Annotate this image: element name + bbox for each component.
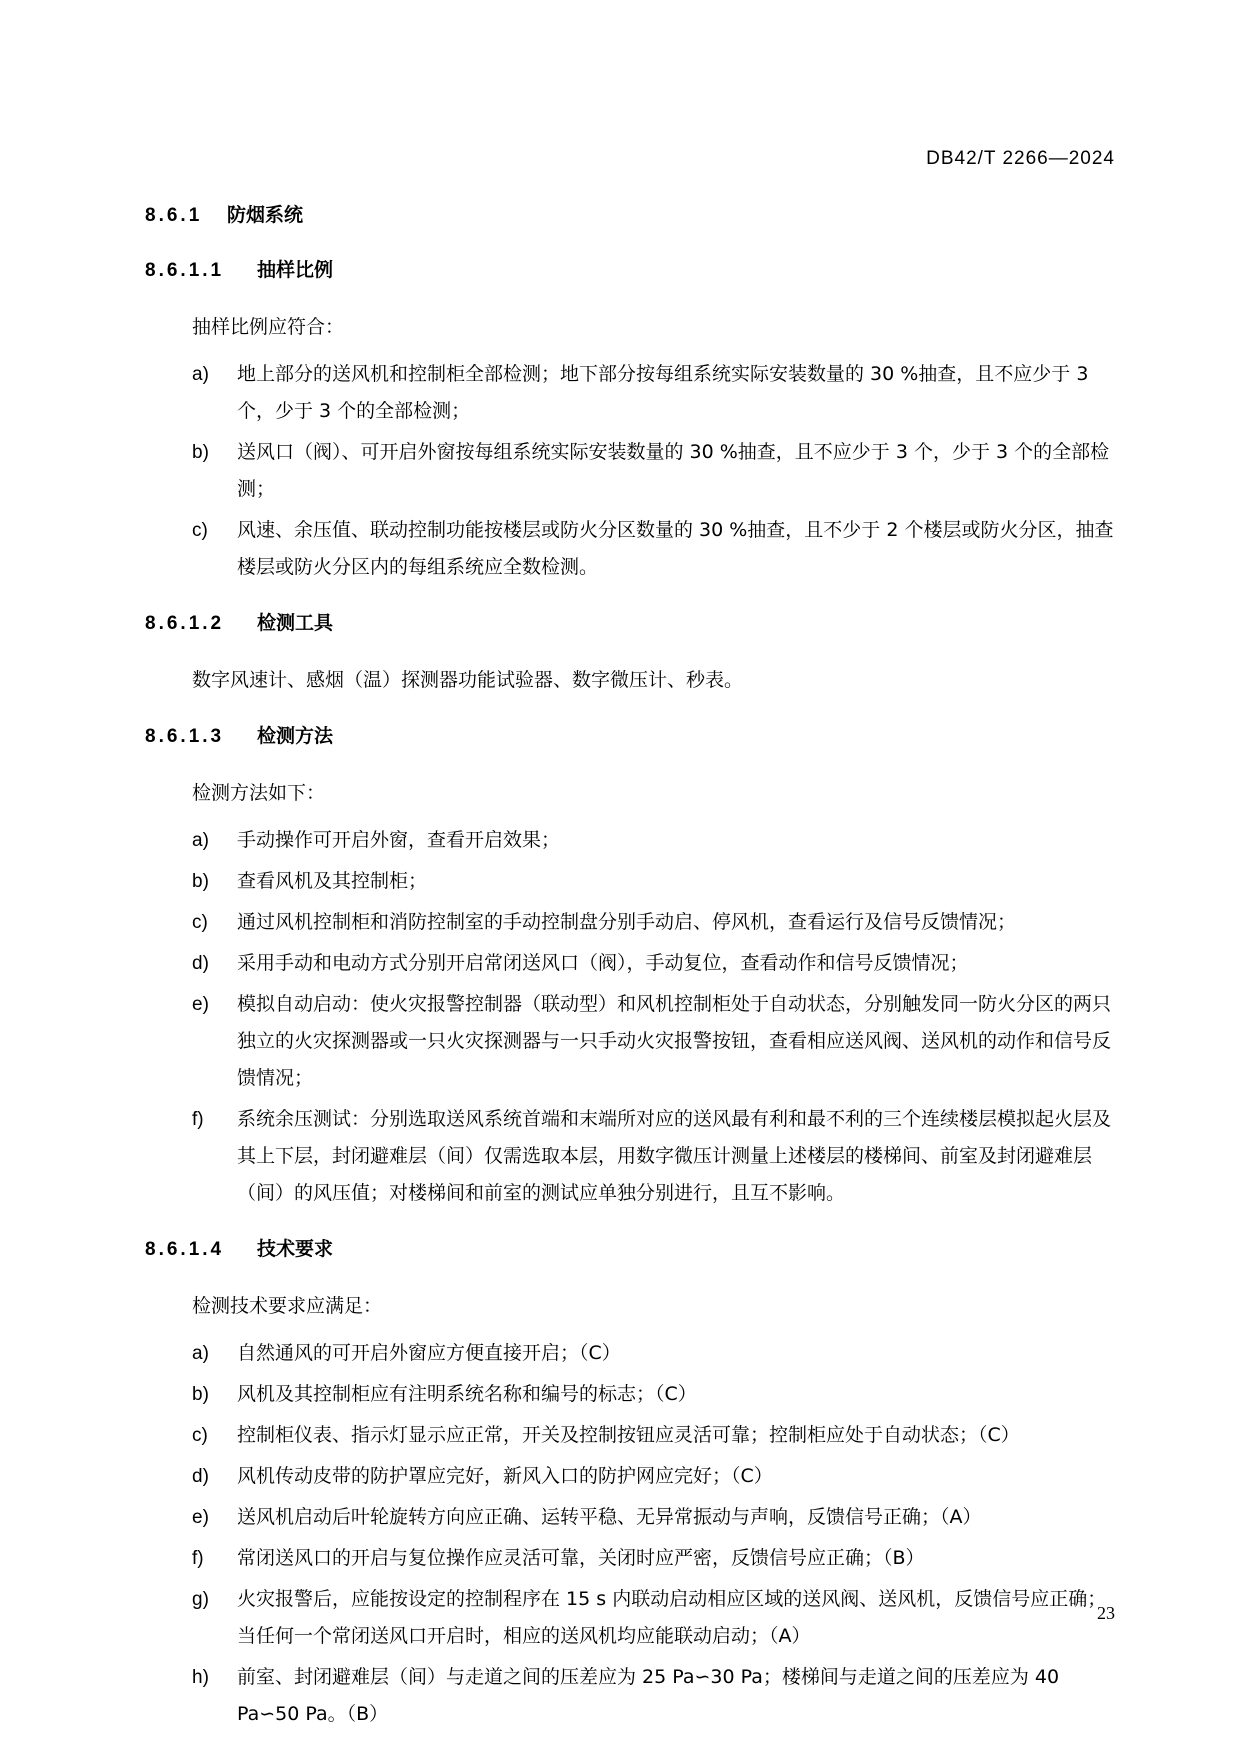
list-label: c) xyxy=(192,912,208,933)
list-label: a) xyxy=(192,830,209,851)
requirements-list xyxy=(145,1335,1115,1733)
list-text: 查看风机及其控制柜； xyxy=(237,870,428,892)
list-item xyxy=(145,1335,1115,1372)
list-label: b) xyxy=(192,871,209,892)
subsection-number: 8.6.1.3 xyxy=(145,726,225,747)
subsection-heading-method xyxy=(145,721,1115,748)
subsection-number: 8.6.1.2 xyxy=(145,613,225,634)
list-label: f) xyxy=(192,1548,204,1569)
list-item xyxy=(145,1417,1115,1454)
subsection-title: 检测工具 xyxy=(257,612,334,634)
document-body xyxy=(145,200,1115,1755)
list-text: 前室、封闭避难层（间）与走道之间的压差应为 25 Pa∽30 Pa；楼梯间与走道之间的压差应为 40 Pa∽50 Pa。（B） xyxy=(237,1666,1060,1725)
list-item xyxy=(145,1581,1115,1655)
subsection-intro: 抽样比例应符合： xyxy=(192,316,345,338)
list-text: 地上部分的送风机和控制柜全部检测；地下部分按每组系统实际安装数量的 30 %抽查，且不应少于 3 个，少于 3 个的全部检测； xyxy=(237,363,1089,422)
list-item xyxy=(145,1458,1115,1495)
subsection-number: 8.6.1.4 xyxy=(145,1239,225,1260)
section-number: 8.6.1 xyxy=(145,205,203,226)
list-item xyxy=(145,1659,1115,1733)
list-text: 送风机启动后叶轮旋转方向应正确、运转平稳、无异常振动与声响，反馈信号正确；（A） xyxy=(237,1506,982,1528)
subsection-title: 技术要求 xyxy=(257,1238,334,1260)
list-item xyxy=(145,434,1115,508)
list-label: g) xyxy=(192,1589,209,1610)
list-label: e) xyxy=(192,1507,209,1528)
section-heading xyxy=(145,200,1115,227)
list-text: 自然通风的可开启外窗应方便直接开启；（C） xyxy=(237,1342,621,1364)
list-label: c) xyxy=(192,520,208,541)
sampling-list xyxy=(145,356,1115,586)
list-text: 模拟自动启动：使火灾报警控制器（联动型）和风机控制柜处于自动状态，分别触发同一防火分区的两只独立的火灾探测器或一只火灾探测器与一只手动火灾报警按钮，查看相应送风阀、送风机的动作和信号反馈情况； xyxy=(237,993,1112,1089)
list-label: a) xyxy=(192,364,209,385)
list-item xyxy=(145,945,1115,982)
list-label: a) xyxy=(192,1343,209,1364)
subsection-intro: 检测技术要求应满足： xyxy=(192,1295,383,1317)
list-text: 系统余压测试：分别选取送风系统首端和末端所对应的送风最有利和最不利的三个连续楼层模拟起火层及其上下层，封闭避难层（间）仅需选取本层，用数字微压计测量上述楼层的楼梯间、前室及封闭避难层（间）的风压值；对楼梯间和前室的测试应单独分别进行，且互不影响。 xyxy=(237,1108,1112,1204)
list-text: 风速、余压值、联动控制功能按楼层或防火分区数量的 30 %抽查，且不少于 2 个楼层或防火分区，抽查楼层或防火分区内的每组系统应全数检测。 xyxy=(237,519,1114,578)
section-title: 防烟系统 xyxy=(227,204,304,226)
list-item xyxy=(145,1499,1115,1536)
list-item xyxy=(145,986,1115,1097)
page-number: 23 xyxy=(1097,1603,1115,1623)
list-label: f) xyxy=(192,1109,204,1130)
list-label: b) xyxy=(192,1384,209,1405)
subsection-heading-tools xyxy=(145,608,1115,635)
subsection-number: 8.6.1.1 xyxy=(145,260,225,281)
list-item xyxy=(145,1540,1115,1577)
subsection-intro: 检测方法如下： xyxy=(192,782,326,804)
list-label: b) xyxy=(192,442,209,463)
subsection-heading-sampling xyxy=(145,255,1115,282)
method-list xyxy=(145,822,1115,1212)
list-text: 控制柜仪表、指示灯显示应正常，开关及控制按钮应灵活可靠；控制柜应处于自动状态；（C） xyxy=(237,1424,1020,1446)
list-text: 风机传动皮带的防护罩应完好，新风入口的防护网应完好；（C） xyxy=(237,1465,773,1487)
list-item xyxy=(145,904,1115,941)
list-text: 风机及其控制柜应有注明系统名称和编号的标志；（C） xyxy=(237,1383,697,1405)
list-label: e) xyxy=(192,994,209,1015)
list-item xyxy=(145,863,1115,900)
list-text: 通过风机控制柜和消防控制室的手动控制盘分别手动启、停风机，查看运行及信号反馈情况； xyxy=(237,911,1017,933)
subsection-title: 抽样比例 xyxy=(257,259,334,281)
subsection-title: 检测方法 xyxy=(257,725,334,747)
tools-text: 数字风速计、感烟（温）探测器功能试验器、数字微压计、秒表。 xyxy=(192,669,744,691)
list-item xyxy=(145,1101,1115,1212)
list-label: c) xyxy=(192,1425,208,1446)
list-text: 常闭送风口的开启与复位操作应灵活可靠，关闭时应严密，反馈信号应正确；（B） xyxy=(237,1547,925,1569)
list-text: 送风口（阀）、可开启外窗按每组系统实际安装数量的 30 %抽查，且不应少于 3 个，少于 3 个的全部检测； xyxy=(237,441,1110,500)
document-code: DB42/T 2266—2024 xyxy=(926,148,1115,169)
list-label: h) xyxy=(192,1667,209,1688)
list-item xyxy=(145,512,1115,586)
list-item xyxy=(145,822,1115,859)
list-item xyxy=(145,1376,1115,1413)
subsection-heading-requirements xyxy=(145,1234,1115,1261)
list-text: 火灾报警后，应能按设定的控制程序在 15 s 内联动启动相应区域的送风阀、送风机，反馈信号应正确；当任何一个常闭送风口开启时，相应的送风机均应能联动启动；（A） xyxy=(237,1588,1107,1647)
list-item xyxy=(145,356,1115,430)
list-label: d) xyxy=(192,1466,209,1487)
list-label: d) xyxy=(192,953,209,974)
list-text: 采用手动和电动方式分别开启常闭送风口（阀），手动复位，查看动作和信号反馈情况； xyxy=(237,952,969,974)
list-text: 手动操作可开启外窗，查看开启效果； xyxy=(237,829,561,851)
